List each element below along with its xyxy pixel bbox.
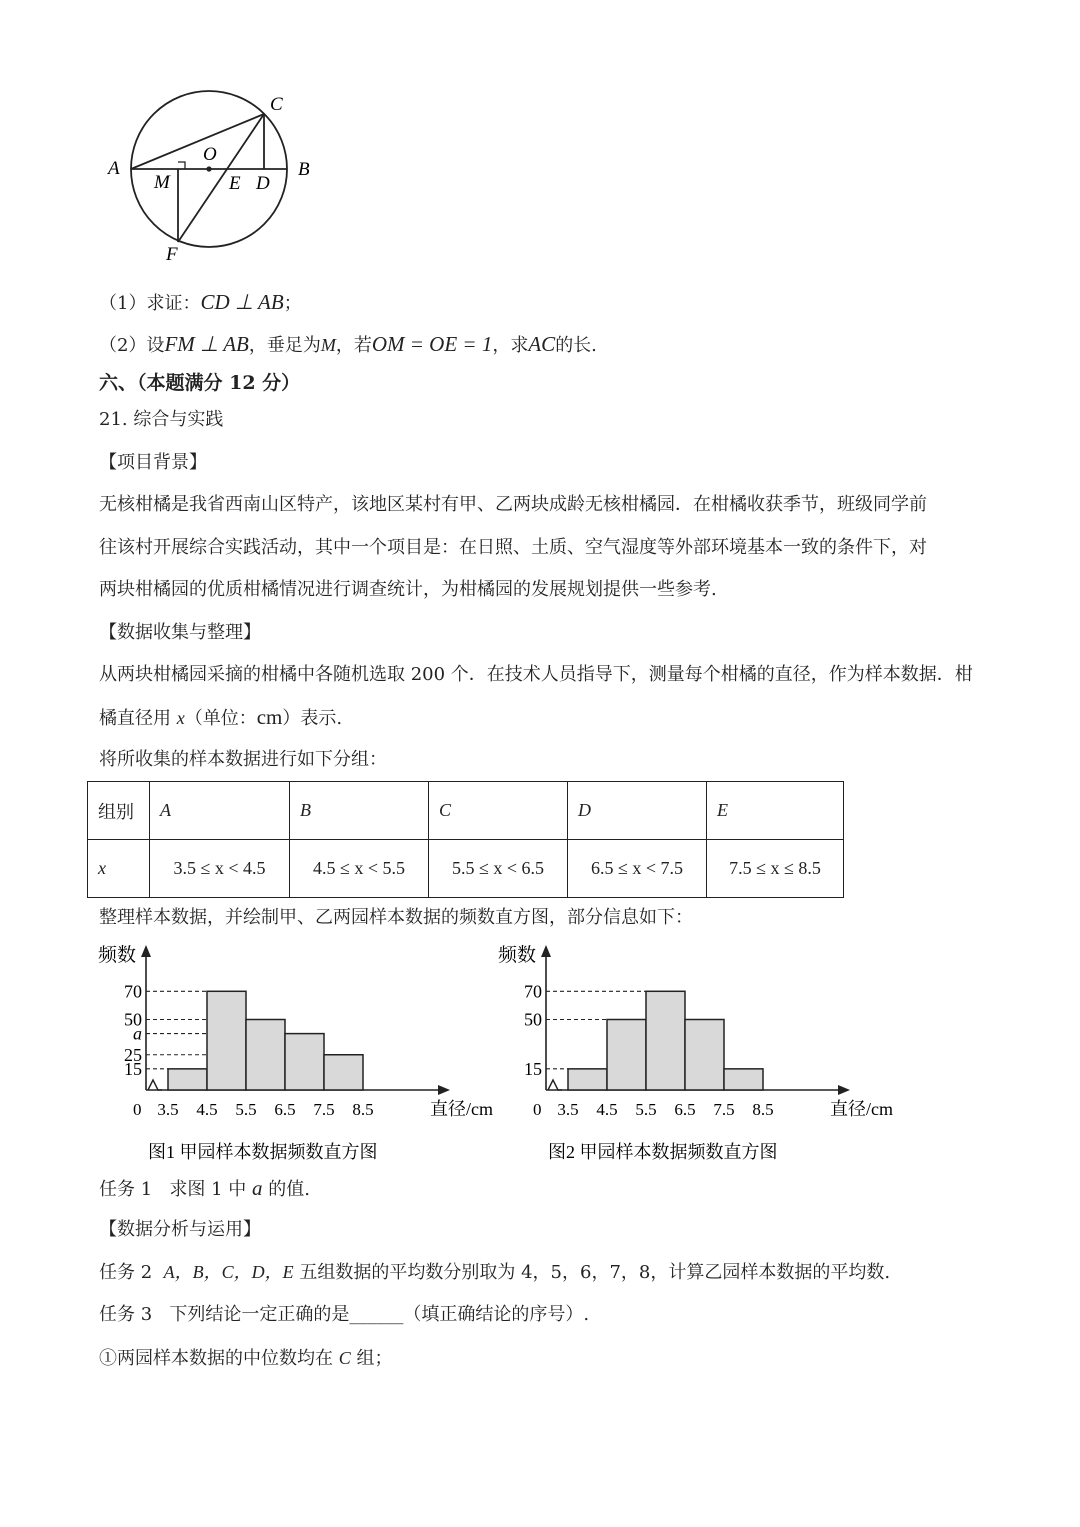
y-tick-label: a [133,1023,142,1044]
origin-label: 0 [133,1100,142,1119]
circle-geometry-figure [100,88,330,268]
x-axis-arrow-icon [438,1085,450,1095]
table-range-e: 7.5 ≤ x ≤ 8.5 [707,840,844,898]
analysis-heading: 【数据分析与运用】 [99,1219,261,1240]
label-E: E [229,173,241,194]
y-axis-arrow-icon [541,945,551,957]
background-line-2: 往该村开展综合实践活动，其中一个项目是：在日照、土质、空气湿度等外部环境基本一致的条件下，对 [99,537,927,558]
label-D: D [256,173,270,194]
task3: 任务 3 下列结论一定正确的是______（填正确结论的序号）. [99,1304,590,1325]
task2: 任务 2 A，B，C，D，E 五组数据的平均数分别取为 4，5，6，7，8，计算乙园样本数据的平均数. [99,1262,891,1283]
x-tick-label: 4.5 [196,1100,218,1119]
data-line-2: 橘直径用 x（单位：cm）表示. [99,705,343,729]
table-range-a: 3.5 ≤ x < 4.5 [150,840,290,898]
x-axis-label: 直径/cm [830,1099,893,1119]
grouping-table [87,781,844,898]
histogram-bar [246,1020,285,1091]
histogram-bar [207,991,246,1090]
group-intro: 将所收集的样本数据进行如下分组： [99,749,387,770]
histogram-bar [324,1055,363,1090]
table-range-b: 4.5 ≤ x < 5.5 [290,840,429,898]
data-line-1: 从两块柑橘园采摘的柑橘中各随机选取 200 个．在技术人员指导下，测量每个柑橘的直径，作为样本数据．柑 [99,664,973,685]
y-tick-label: 25 [124,1044,142,1065]
label-B: B [298,159,310,180]
origin-label: 0 [533,1100,542,1119]
x-tick-label: 3.5 [557,1100,579,1119]
axis-break-icon [548,1080,562,1090]
y-tick-label: 50 [524,1009,542,1030]
table-group-a: A [150,782,290,840]
histogram-intro: 整理样本数据，并绘制甲、乙两园样本数据的频数直方图，部分信息如下： [99,907,693,928]
y-tick-label: 15 [124,1058,142,1079]
histogram-bar [568,1069,607,1090]
background-line-3: 两块柑橘园的优质柑橘情况进行调查统计，为柑橘园的发展规划提供一些参考. [99,579,717,600]
task1: 任务 1 求图 1 中 a 的值. [99,1176,310,1200]
x-tick-label: 3.5 [157,1100,179,1119]
y-tick-label: 15 [524,1058,542,1079]
histogram-bar [724,1069,763,1090]
axis-break-icon [148,1080,162,1090]
y-tick-label: 70 [524,981,542,1002]
y-tick-label: 50 [124,1009,142,1030]
q20-part2: （2）设FM ⊥ AB，垂足为M，若OM = OE = 1，求AC的长. [99,332,597,356]
table-group-e: E [707,782,844,840]
histogram-bar [285,1034,324,1090]
label-M: M [154,172,170,193]
label-C: C [270,94,283,115]
x-tick-label: 5.5 [635,1100,657,1119]
y-axis-label: 频数 [498,945,537,966]
section-heading: 六、（本题满分 12 分） [99,372,301,394]
data-heading: 【数据收集与整理】 [99,622,261,643]
x-tick-label: 7.5 [313,1100,335,1119]
y-axis-arrow-icon [141,945,151,957]
x-tick-label: 4.5 [596,1100,618,1119]
x-tick-label: 7.5 [713,1100,735,1119]
table-range-d: 6.5 ≤ x < 7.5 [568,840,707,898]
table-row [88,782,844,840]
q20-part1: （1）求证：CD ⊥ AB； [99,290,302,314]
table-group-c: C [429,782,568,840]
conclusion-1: ①两园样本数据的中位数均在 C 组； [99,1348,393,1369]
x-tick-label: 8.5 [352,1100,374,1119]
histogram-bar [685,1020,724,1091]
histogram-bar [607,1020,646,1091]
x-axis-arrow-icon [838,1085,850,1095]
table-header-label: 组别 [88,782,150,840]
label-F: F [166,244,178,265]
y-axis-label: 频数 [98,945,137,966]
background-line-1: 无核柑橘是我省西南山区特产，该地区某村有甲、乙两块成龄无核柑橘园．在柑橘收获季节，班级同学前 [99,494,927,515]
histogram-figure-2 [490,935,893,1170]
x-tick-label: 5.5 [235,1100,257,1119]
label-A: A [108,158,120,179]
histogram-bar [646,991,685,1090]
table-range-c: 5.5 ≤ x < 6.5 [429,840,568,898]
table-group-b: B [290,782,429,840]
q21-title: 21. 综合与实践 [99,409,224,430]
histogram-bar [168,1069,207,1090]
y-tick-label: 70 [124,981,142,1002]
histogram-figure-1 [90,935,493,1170]
chart-caption: 图2 甲园样本数据频数直方图 [548,1142,778,1162]
background-heading: 【项目背景】 [99,452,207,473]
table-row [88,840,844,898]
label-O: O [203,144,217,165]
chart-caption: 图1 甲园样本数据频数直方图 [148,1142,378,1162]
table-row-label: x [88,840,150,898]
x-axis-label: 直径/cm [430,1099,493,1119]
x-tick-label: 8.5 [752,1100,774,1119]
x-tick-label: 6.5 [274,1100,296,1119]
x-tick-label: 6.5 [674,1100,696,1119]
table-group-d: D [568,782,707,840]
